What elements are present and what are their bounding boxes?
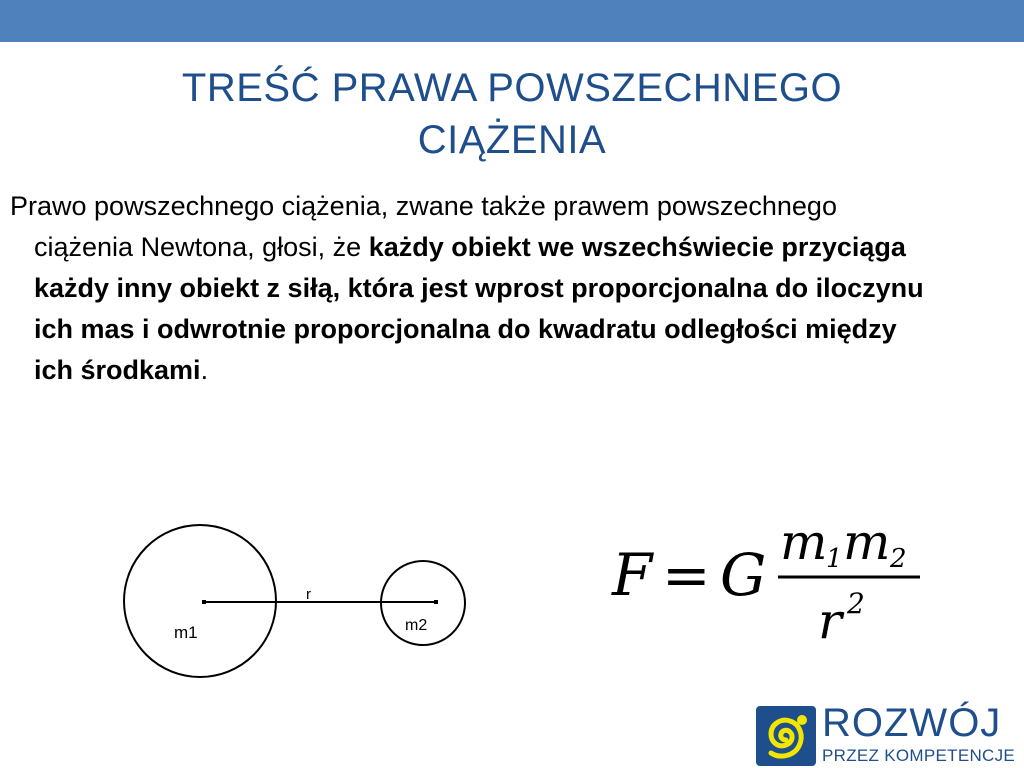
slide-title-line1: TREŚĆ PRAWA POWSZECHNEGO xyxy=(181,66,843,110)
distance-label: r xyxy=(306,586,311,603)
formula-numerator-m2: m xyxy=(843,515,891,571)
logo-wordmark: ROZWÓJ xyxy=(822,701,1002,745)
formula-constant: G xyxy=(720,541,767,609)
formula-numerator-sub2: 2 xyxy=(890,544,907,574)
law-description-intro: Prawo powszechnego ciążenia, zwane także prawem powszechnego ciążenia Newtona, głosi, że xyxy=(10,191,837,262)
top-bar xyxy=(0,0,1024,42)
mass1-center xyxy=(202,600,206,604)
slide-title-line2: CIĄŻENIA xyxy=(417,118,607,162)
law-description xyxy=(10,186,934,391)
logo-tagline: PRZEZ KOMPETENCJE xyxy=(822,746,1016,765)
formula-denominator-r: r xyxy=(818,592,842,650)
formula-numerator-sub1: 1 xyxy=(826,544,843,574)
formula-force: F xyxy=(612,541,653,609)
law-description-bold: każdy obiekt we wszechświecie przyciąga każdy inny obiekt z siłą, która jest wprost proporcjonalna do iloczynu ich mas i odwrotnie proporcjonalna do kwadratu odległości między ich środkami xyxy=(34,232,924,385)
slide-title xyxy=(0,62,1024,166)
mass1-label: m1 xyxy=(174,623,198,642)
rozwoj-logo xyxy=(752,702,1024,768)
masses-diagram xyxy=(100,515,500,695)
mass2-label: m2 xyxy=(405,617,428,634)
formula-equals: = xyxy=(662,541,711,609)
gravity-formula xyxy=(600,515,930,650)
mass2-center xyxy=(434,600,438,604)
formula-numerator-m1: m xyxy=(780,515,828,571)
logo-dot xyxy=(797,715,807,725)
formula-denominator-exp: 2 xyxy=(847,587,865,620)
law-description-end: . xyxy=(200,355,209,385)
spiral-logo-icon xyxy=(756,706,816,766)
